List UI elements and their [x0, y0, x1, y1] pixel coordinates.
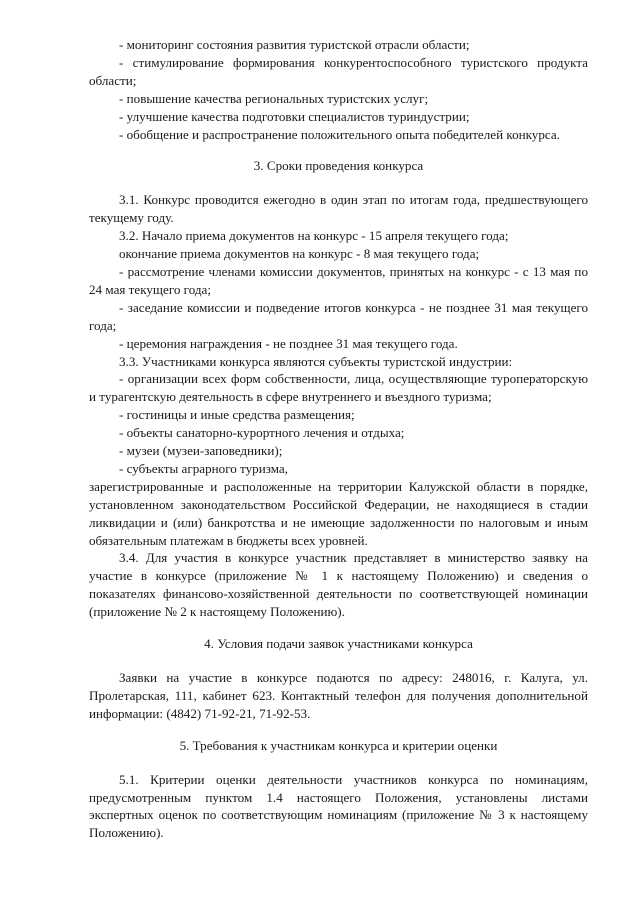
list-item: - стимулирование формирования конкурентоспособного туристского продукта области; — [89, 54, 588, 88]
list-item: - обобщение и распространение положительного опыта победителей конкурса. — [119, 126, 560, 142]
section-5-heading: 5. Требования к участникам конкурса и критерии оценки — [179, 737, 498, 753]
list-item: - организации всех форм собственности, лица, осуществляющие туроператорскую и турагентскую деятельность в сфере внутреннего и въездного туризма; — [89, 371, 588, 405]
section-3-body — [89, 191, 588, 621]
list-item: - гостиницы и иные средства размещения; — [119, 407, 355, 423]
paragraph-3-4: 3.4. Для участия в конкурсе участник представляет в министерство заявку на участие в конкурсе (приложение № 1 к настоящему Положению) и сведения о показателях финансово-хозяйственной деятельности по соответствующей номинации (приложение № 2 к настоящему Положению). — [89, 550, 588, 620]
paragraph: - заседание комиссии и подведение итогов конкурса - не позднее 31 мая текущего года; — [89, 299, 588, 333]
paragraph: зарегистрированные и расположенные на территории Калужской области в порядке, установленном законодательством Российской Федерации, не находящиеся в стадии ликвидации и (или) банкротства и не имеющие задолженности по налоговым и иным обязательным платежам в бюджеты всех уровней. — [89, 478, 588, 548]
list-item: - повышение качества региональных туристских услуг; — [119, 90, 429, 106]
list-item: - субъекты аграрного туризма, — [119, 460, 288, 476]
section-5-body — [89, 771, 588, 843]
paragraph: - рассмотрение членами комиссии документов, принятых на конкурс - с 13 мая по 24 мая текущего года; — [89, 263, 588, 297]
paragraph-3-1: 3.1. Конкурс проводится ежегодно в один этап по итогам года, предшествующего текущему году. — [89, 192, 588, 226]
section-3-heading: 3. Сроки проведения конкурса — [253, 158, 424, 174]
paragraph: - церемония награждения - не позднее 31 мая текущего года. — [119, 335, 458, 351]
list-item: - музеи (музеи-заповедники); — [119, 443, 283, 459]
paragraph-3-2: 3.2. Начало приема документов на конкурс - 15 апреля текущего года; — [119, 228, 509, 244]
list-item: - улучшение качества подготовки специалистов туриндустрии; — [119, 108, 470, 124]
paragraph-5-1: 5.1. Критерии оценки деятельности участников конкурса по номинациям, предусмотренным пунктом 1.4 настоящего Положения, установлены листами экспертных оценок по соответствующим номинациям (приложение № 3 к настоящему Положению). — [89, 771, 588, 841]
goals-list — [89, 36, 588, 143]
document-page — [89, 36, 588, 842]
paragraph: окончание приема документов на конкурс - 8 мая текущего года; — [119, 246, 480, 262]
paragraph-3-3: 3.3. Участниками конкурса являются субъекты туристской индустрии: — [119, 353, 513, 369]
list-item: - объекты санаторно-курортного лечения и отдыха; — [119, 425, 405, 441]
section-4-body — [89, 669, 588, 723]
paragraph: Заявки на участие в конкурсе подаются по адресу: 248016, г. Калуга, ул. Пролетарская, 111, кабинет 623. Контактный телефон для получения дополнительной информации: (4842) 71-92-21, 71-92-53. — [89, 670, 588, 721]
list-item: - мониторинг состояния развития туристской отрасли области; — [119, 37, 470, 52]
section-4-heading: 4. Условия подачи заявок участниками конкурса — [204, 636, 473, 652]
